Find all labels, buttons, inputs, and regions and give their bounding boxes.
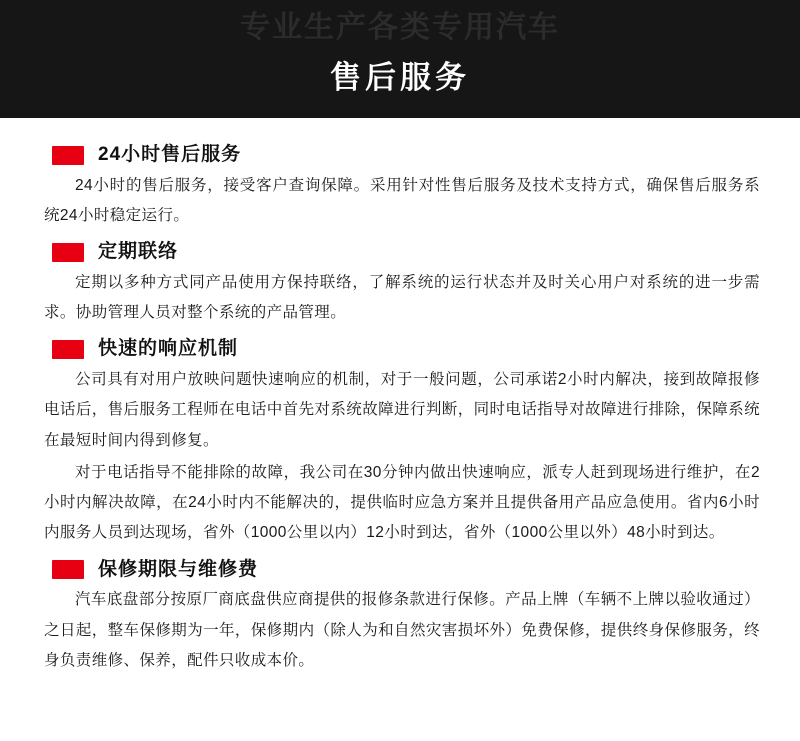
section-regular-contact (40, 241, 760, 328)
section-body (40, 171, 760, 231)
section-heading (52, 241, 760, 264)
section-body (40, 268, 760, 328)
section-24h-service (40, 144, 760, 231)
section-heading (52, 144, 760, 167)
red-square-bullet-icon (52, 560, 84, 579)
paragraph: 公司具有对用户放映问题快速响应的机制，对于一般问题，公司承诺2小时内解决，接到故障报修电话后，售后服务工程师在电话中首先对系统故障进行判断，同时电话指导对故障进行排除，保障系统在最短时间内得到修复。 (44, 371, 760, 449)
section-body (40, 365, 760, 548)
paragraph: 24小时的售后服务，接受客户查询保障。采用针对性售后服务及技术支持方式，确保售后服务系统24小时稳定运行。 (44, 176, 760, 225)
paragraph: 定期以多种方式同产品使用方保持联络，了解系统的运行状态并及时关心用户对系统的进一步需求。协助管理人员对整个系统的产品管理。 (44, 274, 760, 322)
section-body (40, 585, 760, 676)
section-title: 保修期限与维修费 (98, 558, 259, 580)
section-heading (52, 338, 760, 361)
page-banner (0, 0, 800, 118)
page-title: 售后服务 (330, 60, 470, 95)
section-heading (52, 559, 760, 582)
paragraph: 汽车底盘部分按原厂商底盘供应商提供的报修条款进行保修。产品上牌（车辆不上牌以验收通过）之日起，整车保修期为一年，保修期内（除人为和自然灾害损坏外）免费保修，提供终身保修服务，终身负责维修、保养，配件只收成本价。 (44, 591, 760, 669)
red-square-bullet-icon (52, 340, 84, 359)
section-title: 快速的响应机制 (98, 338, 239, 360)
paragraph: 对于电话指导不能排除的故障，我公司在30分钟内做出快速响应，派专人赶到现场进行维护，在2小时内解决故障，在24小时内不能解决的，提供临时应急方案并且提供备用产品应急使用。省内6小时内服务人员到达现场，省外（1000公里以内）12小时到达，省外（1000公里以外）48小时到达。 (44, 463, 760, 542)
page-content (0, 118, 800, 676)
section-rapid-response (40, 338, 760, 548)
section-title: 24小时售后服务 (98, 144, 242, 165)
red-square-bullet-icon (52, 146, 84, 165)
red-square-bullet-icon (52, 243, 84, 262)
banner-watermark-text: 专业生产各类专用汽车 (240, 11, 560, 44)
section-warranty (40, 559, 760, 676)
section-title: 定期联络 (98, 241, 179, 263)
